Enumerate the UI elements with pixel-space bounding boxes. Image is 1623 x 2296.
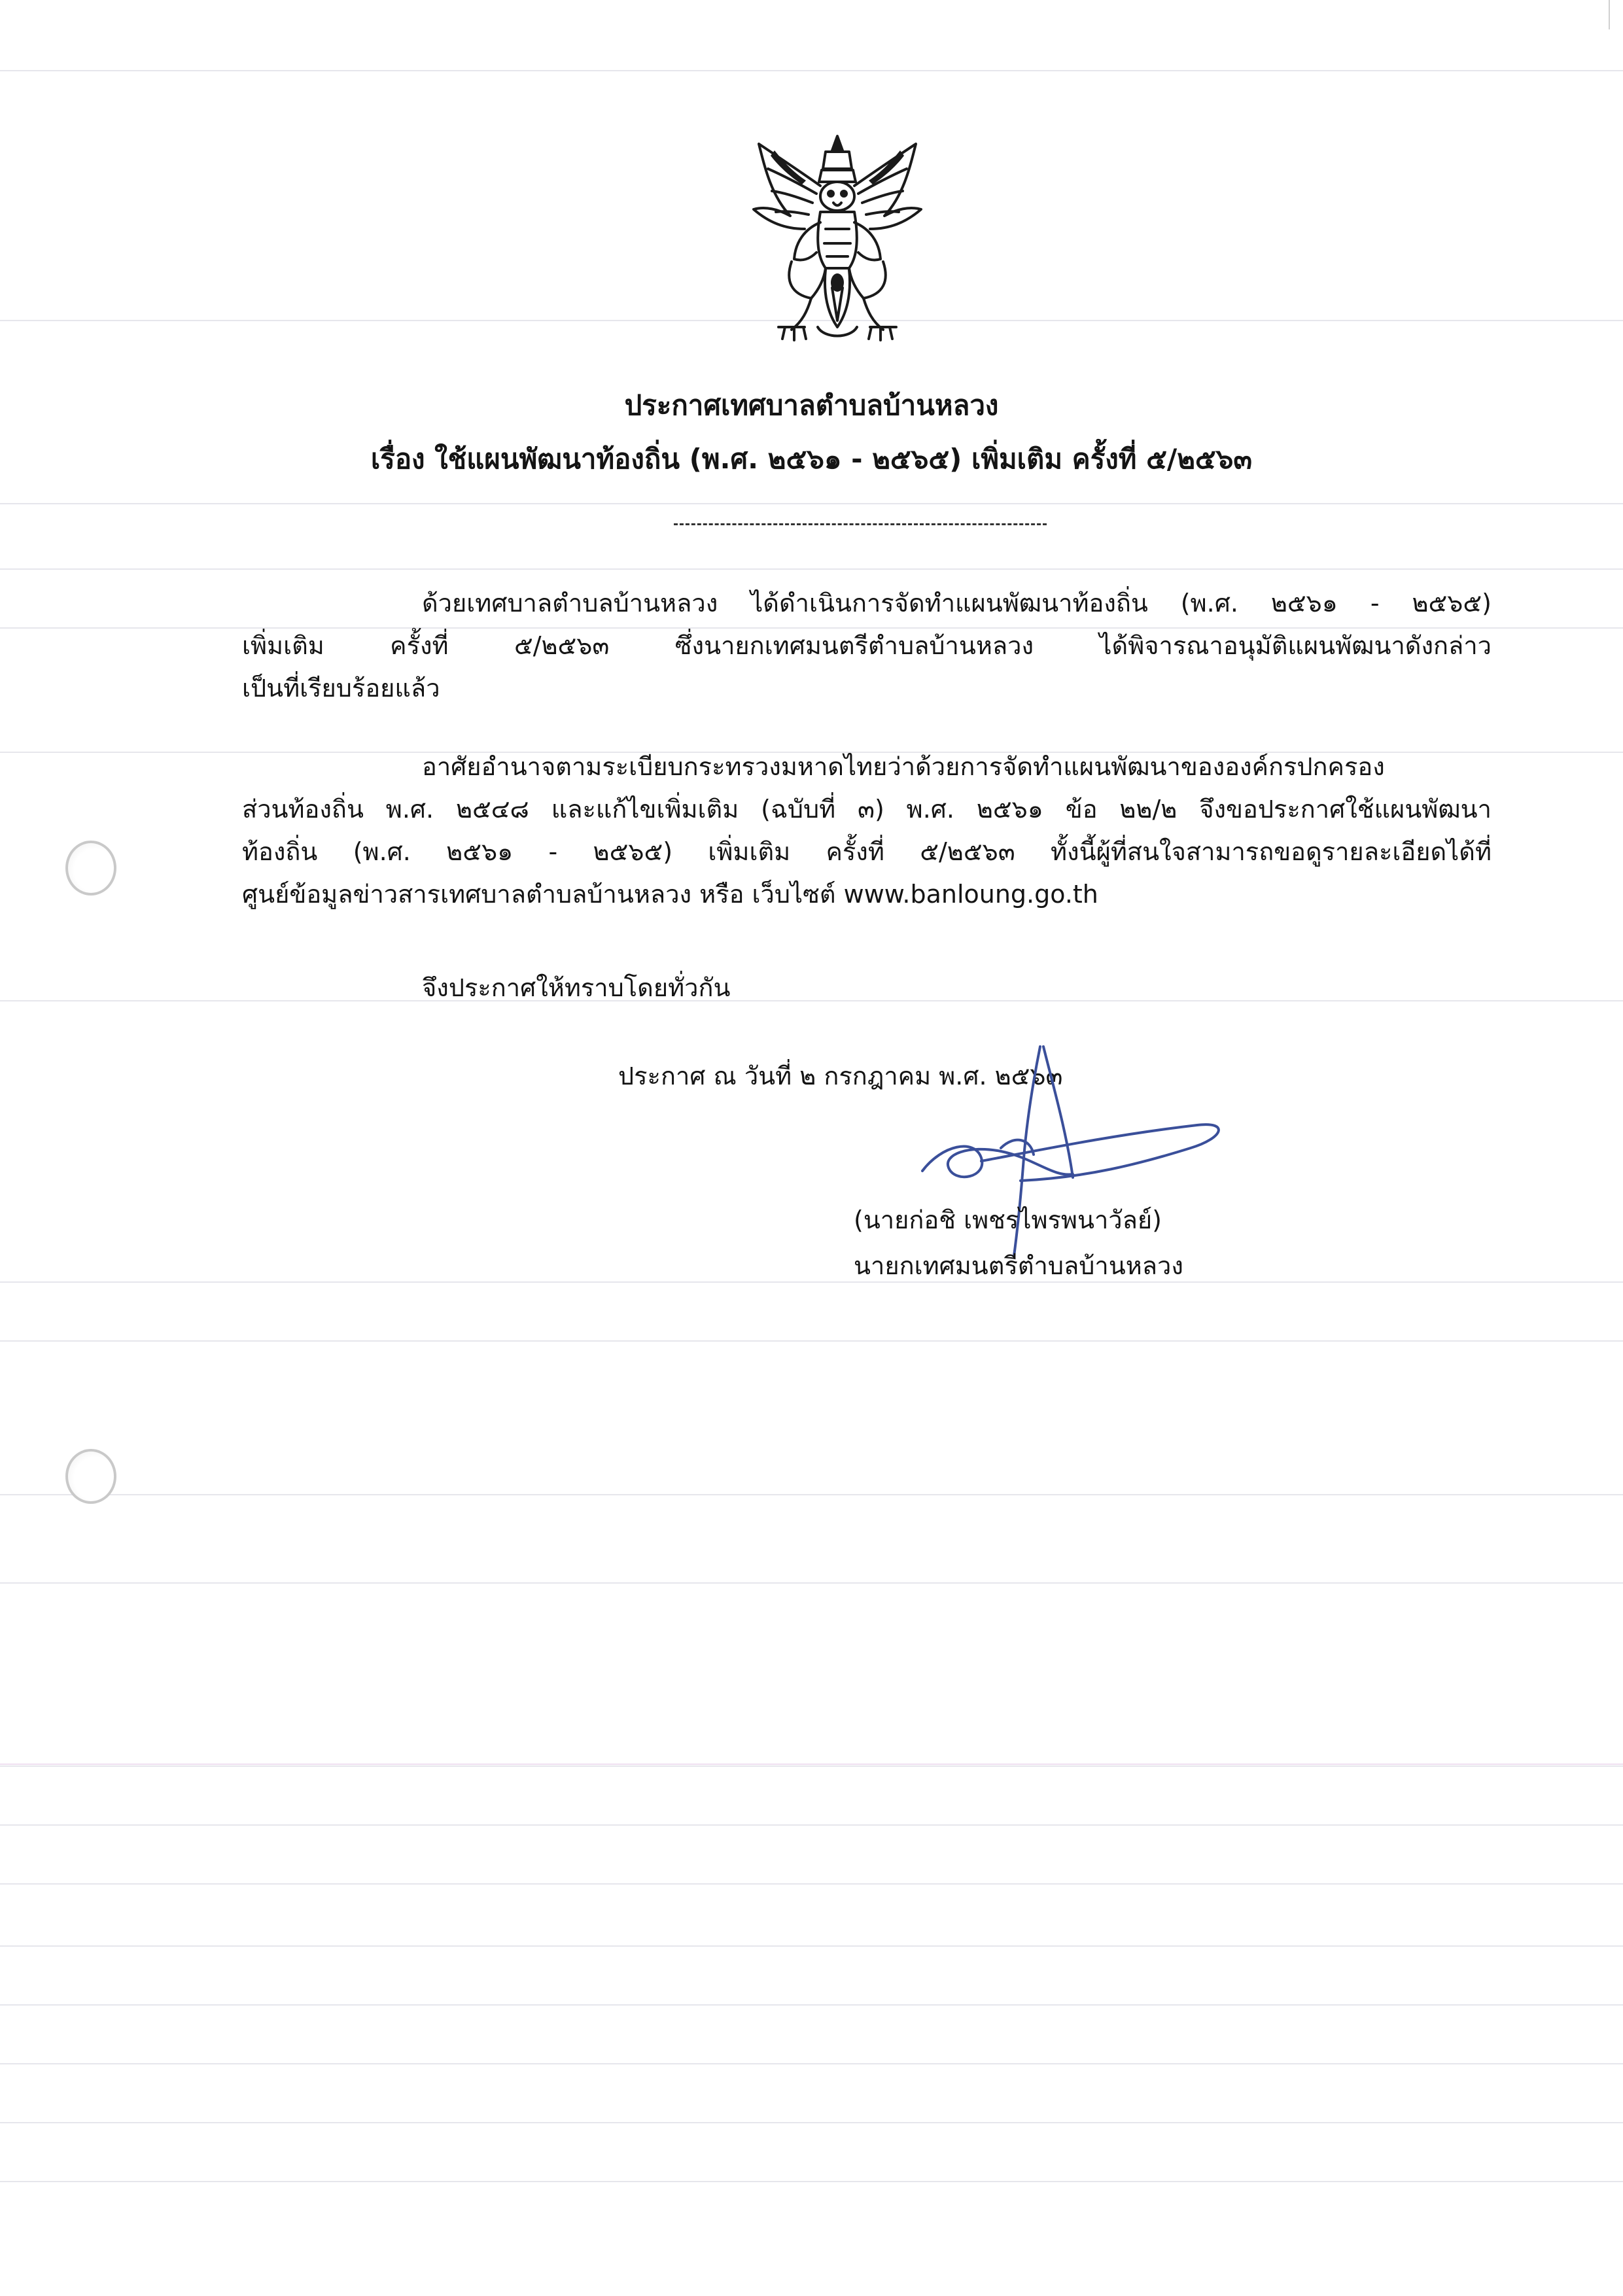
paragraph-1-line-3: เป็นที่เรียบร้อยแล้ว <box>242 674 440 703</box>
garuda-emblem-icon <box>739 131 935 347</box>
paragraph-2 <box>242 746 1492 916</box>
paragraph-2-line-2: ส่วนท้องถิ่น พ.ศ. ๒๕๔๘ และแก้ไขเพิ่มเติม (ฉบับที่ ๓) พ.ศ. ๒๕๖๑ ข้อ ๒๒/๒ จึงขอประกาศใช้แผนพัฒนา <box>242 795 1492 824</box>
announcement-subject: เรื่อง ใช้แผนพัฒนาท้องถิ่น (พ.ศ. ๒๕๖๑ - ๒๕๖๕) เพิ่มเติม ครั้งที่ ๕/๒๕๖๓ <box>370 443 1253 475</box>
closing-statement: จึงประกาศให้ทราบโดยทั่วกัน <box>422 973 731 1002</box>
title-separator <box>674 523 1047 525</box>
paragraph-1 <box>242 582 1492 710</box>
punch-hole-bottom <box>65 1449 116 1504</box>
signatory-position: นายกเทศมนตรีตำบลบ้านหลวง <box>854 1251 1183 1280</box>
announcement-date: ประกาศ ณ วันที่ ๒ กรกฎาคม พ.ศ. ๒๕๖๓ <box>618 1062 1063 1090</box>
paragraph-2-line-1: อาศัยอำนาจตามระเบียบกระทรวงมหาดไทยว่าด้วยการจัดทำแผนพัฒนาขององค์กรปกครอง <box>422 752 1385 781</box>
paragraph-2-line-3: ท้องถิ่น (พ.ศ. ๒๕๖๑ - ๒๕๖๕) เพิ่มเติม ครั้งที่ ๕/๒๕๖๓ ทั้งนี้ผู้ที่สนใจสามารถขอดูรายละเอียดได้ที่ <box>242 837 1492 866</box>
punch-hole-top <box>65 841 116 896</box>
signatory-name: (นายก่อชิ เพชรไพรพนาวัลย์) <box>854 1206 1162 1234</box>
announcement-title: ประกาศเทศบาลตำบลบ้านหลวง <box>624 389 999 421</box>
paragraph-2-line-4: ศูนย์ข้อมูลข่าวสารเทศบาลตำบลบ้านหลวง หรือ เว็บไซต์ www.banloung.go.th <box>242 880 1098 909</box>
paragraph-1-line-2: เพิ่มเติม ครั้งที่ ๕/๒๕๖๓ ซึ่งนายกเทศมนตรีตำบลบ้านหลวง ได้พิจารณาอนุมัติแผนพัฒนาดังกล่าว <box>242 631 1492 660</box>
paragraph-1-line-1: ด้วยเทศบาลตำบลบ้านหลวง ได้ดำเนินการจัดทำแผนพัฒนาท้องถิ่น (พ.ศ. ๒๕๖๑ - ๒๕๖๕) <box>422 589 1492 617</box>
